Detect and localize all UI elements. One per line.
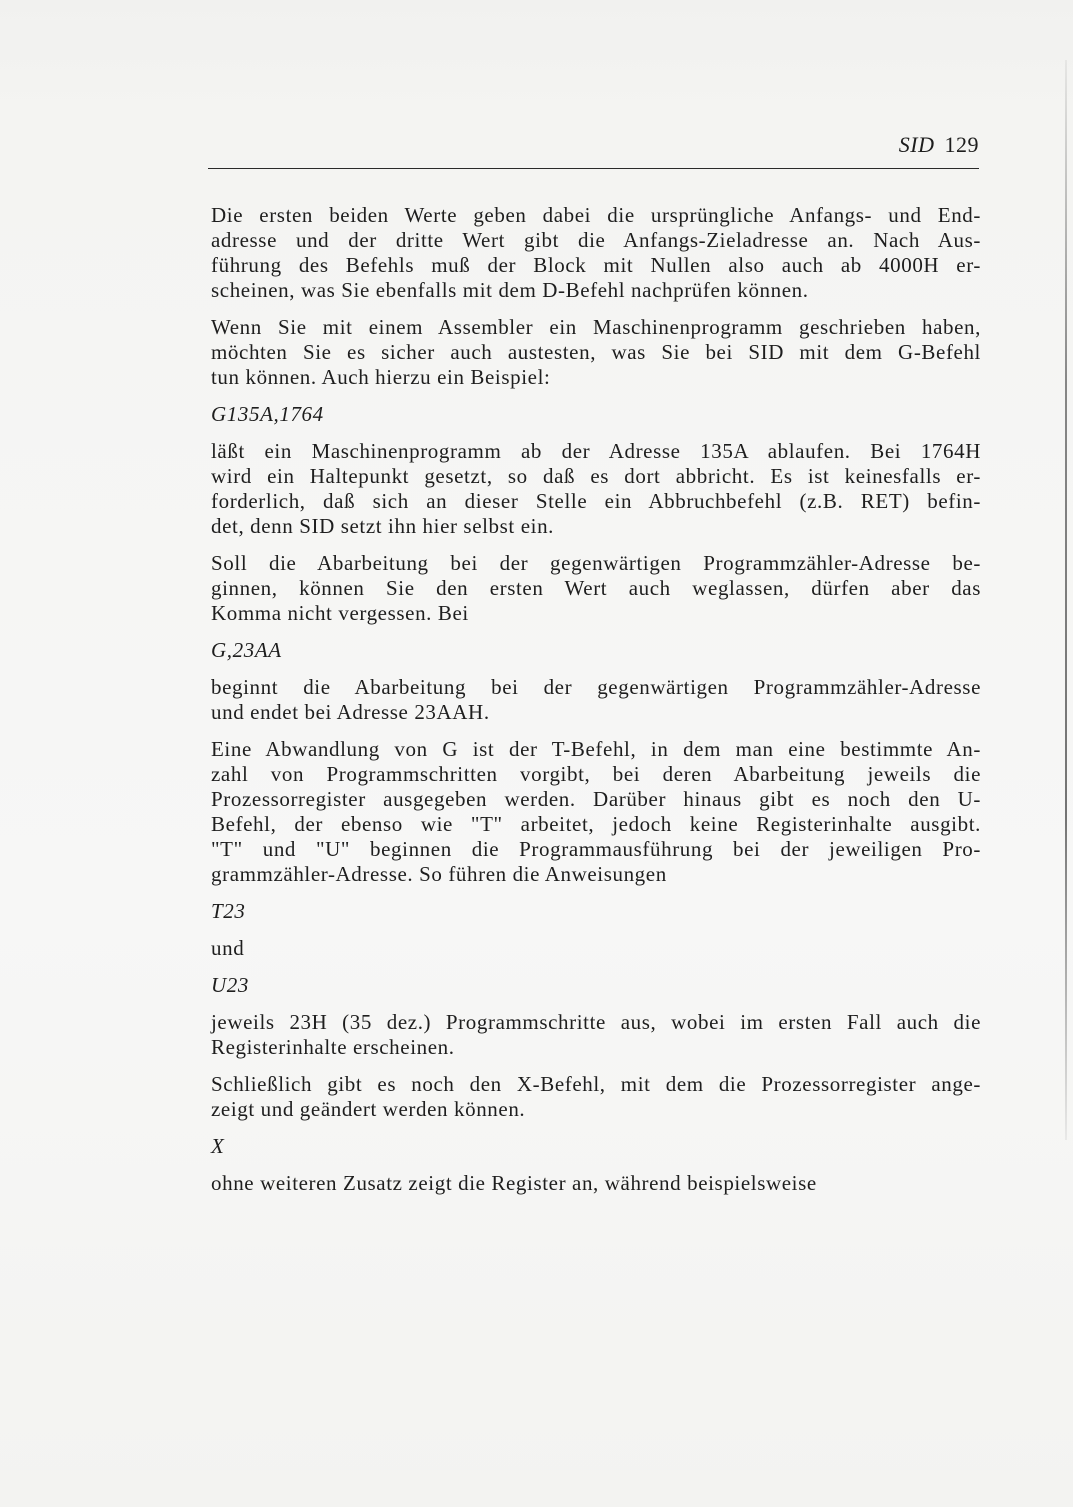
- text-line: Schließlich gibt es noch den X-Befehl, mit dem die Prozessorregister ange-: [211, 1072, 981, 1096]
- command-example: X: [211, 1134, 225, 1158]
- text-line: adresse und der dritte Wert gibt die Anfangs-Zieladresse an. Nach Aus-: [211, 228, 981, 252]
- paragraph: [211, 1072, 981, 1122]
- text-line: scheinen, was Sie ebenfalls mit dem D-Befehl nachprüfen können.: [211, 278, 809, 302]
- text-line: grammzähler-Adresse. So führen die Anweisungen: [211, 862, 667, 886]
- text-line: Komma nicht vergessen. Bei: [211, 601, 469, 625]
- text-line: "T" und "U" beginnen die Programmausführung bei der jeweiligen Pro-: [211, 837, 981, 861]
- text-line: und endet bei Adresse 23AAH.: [211, 700, 490, 724]
- text-line: Eine Abwandlung von G ist der T-Befehl, in dem man eine bestimmte An-: [211, 737, 981, 761]
- page-edge-shadow: [1065, 60, 1067, 1140]
- text-line: jeweils 23H (35 dez.) Programmschritte aus, wobei im ersten Fall auch die: [211, 1010, 981, 1034]
- connector-word: und: [211, 936, 245, 960]
- text-line: det, denn SID setzt ihn hier selbst ein.: [211, 514, 555, 538]
- paragraph: [211, 315, 981, 390]
- text-line: Prozessorregister ausgegeben werden. Darüber hinaus gibt es noch den U-: [211, 787, 981, 811]
- text-line: ginnen, können Sie den ersten Wert auch weglassen, dürfen aber das: [211, 576, 981, 600]
- paragraph: [211, 1010, 981, 1060]
- paragraph: [211, 203, 981, 303]
- body-text: [211, 203, 981, 1208]
- text-line: forderlich, daß sich an dieser Stelle ein Abbruchbefehl (z.B. RET) befin-: [211, 489, 981, 513]
- text-line: zeigt und geändert werden können.: [211, 1097, 526, 1121]
- text-line: Die ersten beiden Werte geben dabei die ursprüngliche Anfangs- und End-: [211, 203, 981, 227]
- text-line: Befehl, der ebenso wie "T" arbeitet, jedoch keine Registerinhalte ausgibt.: [211, 812, 981, 836]
- running-head: [899, 132, 979, 158]
- command-example: G135A,1764: [211, 402, 324, 426]
- paragraph: [211, 675, 981, 725]
- paragraph: [211, 551, 981, 626]
- text-line: Soll die Abarbeitung bei der gegenwärtigen Programmzähler-Adresse be-: [211, 551, 981, 575]
- text-line: tun können. Auch hierzu ein Beispiel:: [211, 365, 551, 389]
- paragraph: [211, 439, 981, 539]
- text-line: zahl von Programmschritten vorgibt, bei deren Abarbeitung jeweils die: [211, 762, 981, 786]
- text-line: wird ein Haltepunkt gesetzt, so daß es dort abbricht. Es ist keinesfalls er-: [211, 464, 981, 488]
- text-line: läßt ein Maschinenprogramm ab der Adresse 135A ablaufen. Bei 1764H: [211, 439, 981, 463]
- page-header: [208, 130, 979, 169]
- paragraph: [211, 1171, 981, 1196]
- text-line: möchten Sie es sicher auch austesten, was Sie bei SID mit dem G-Befehl: [211, 340, 981, 364]
- text-line: Wenn Sie mit einem Assembler ein Maschinenprogramm geschrieben haben,: [211, 315, 981, 339]
- text-line: beginnt die Abarbeitung bei der gegenwärtigen Programmzähler-Adresse: [211, 675, 981, 699]
- text-line: führung des Befehls muß der Block mit Nullen also auch ab 4000H er-: [211, 253, 981, 277]
- text-line: ohne weiteren Zusatz zeigt die Register an, während beispielsweise: [211, 1171, 817, 1195]
- command-example: G,23AA: [211, 638, 282, 662]
- command-example: T23: [211, 899, 246, 923]
- paragraph: [211, 737, 981, 887]
- page-number: 129: [944, 132, 979, 157]
- section-title: SID: [898, 132, 935, 157]
- text-line: Registerinhalte erscheinen.: [211, 1035, 455, 1059]
- command-example: U23: [211, 973, 249, 997]
